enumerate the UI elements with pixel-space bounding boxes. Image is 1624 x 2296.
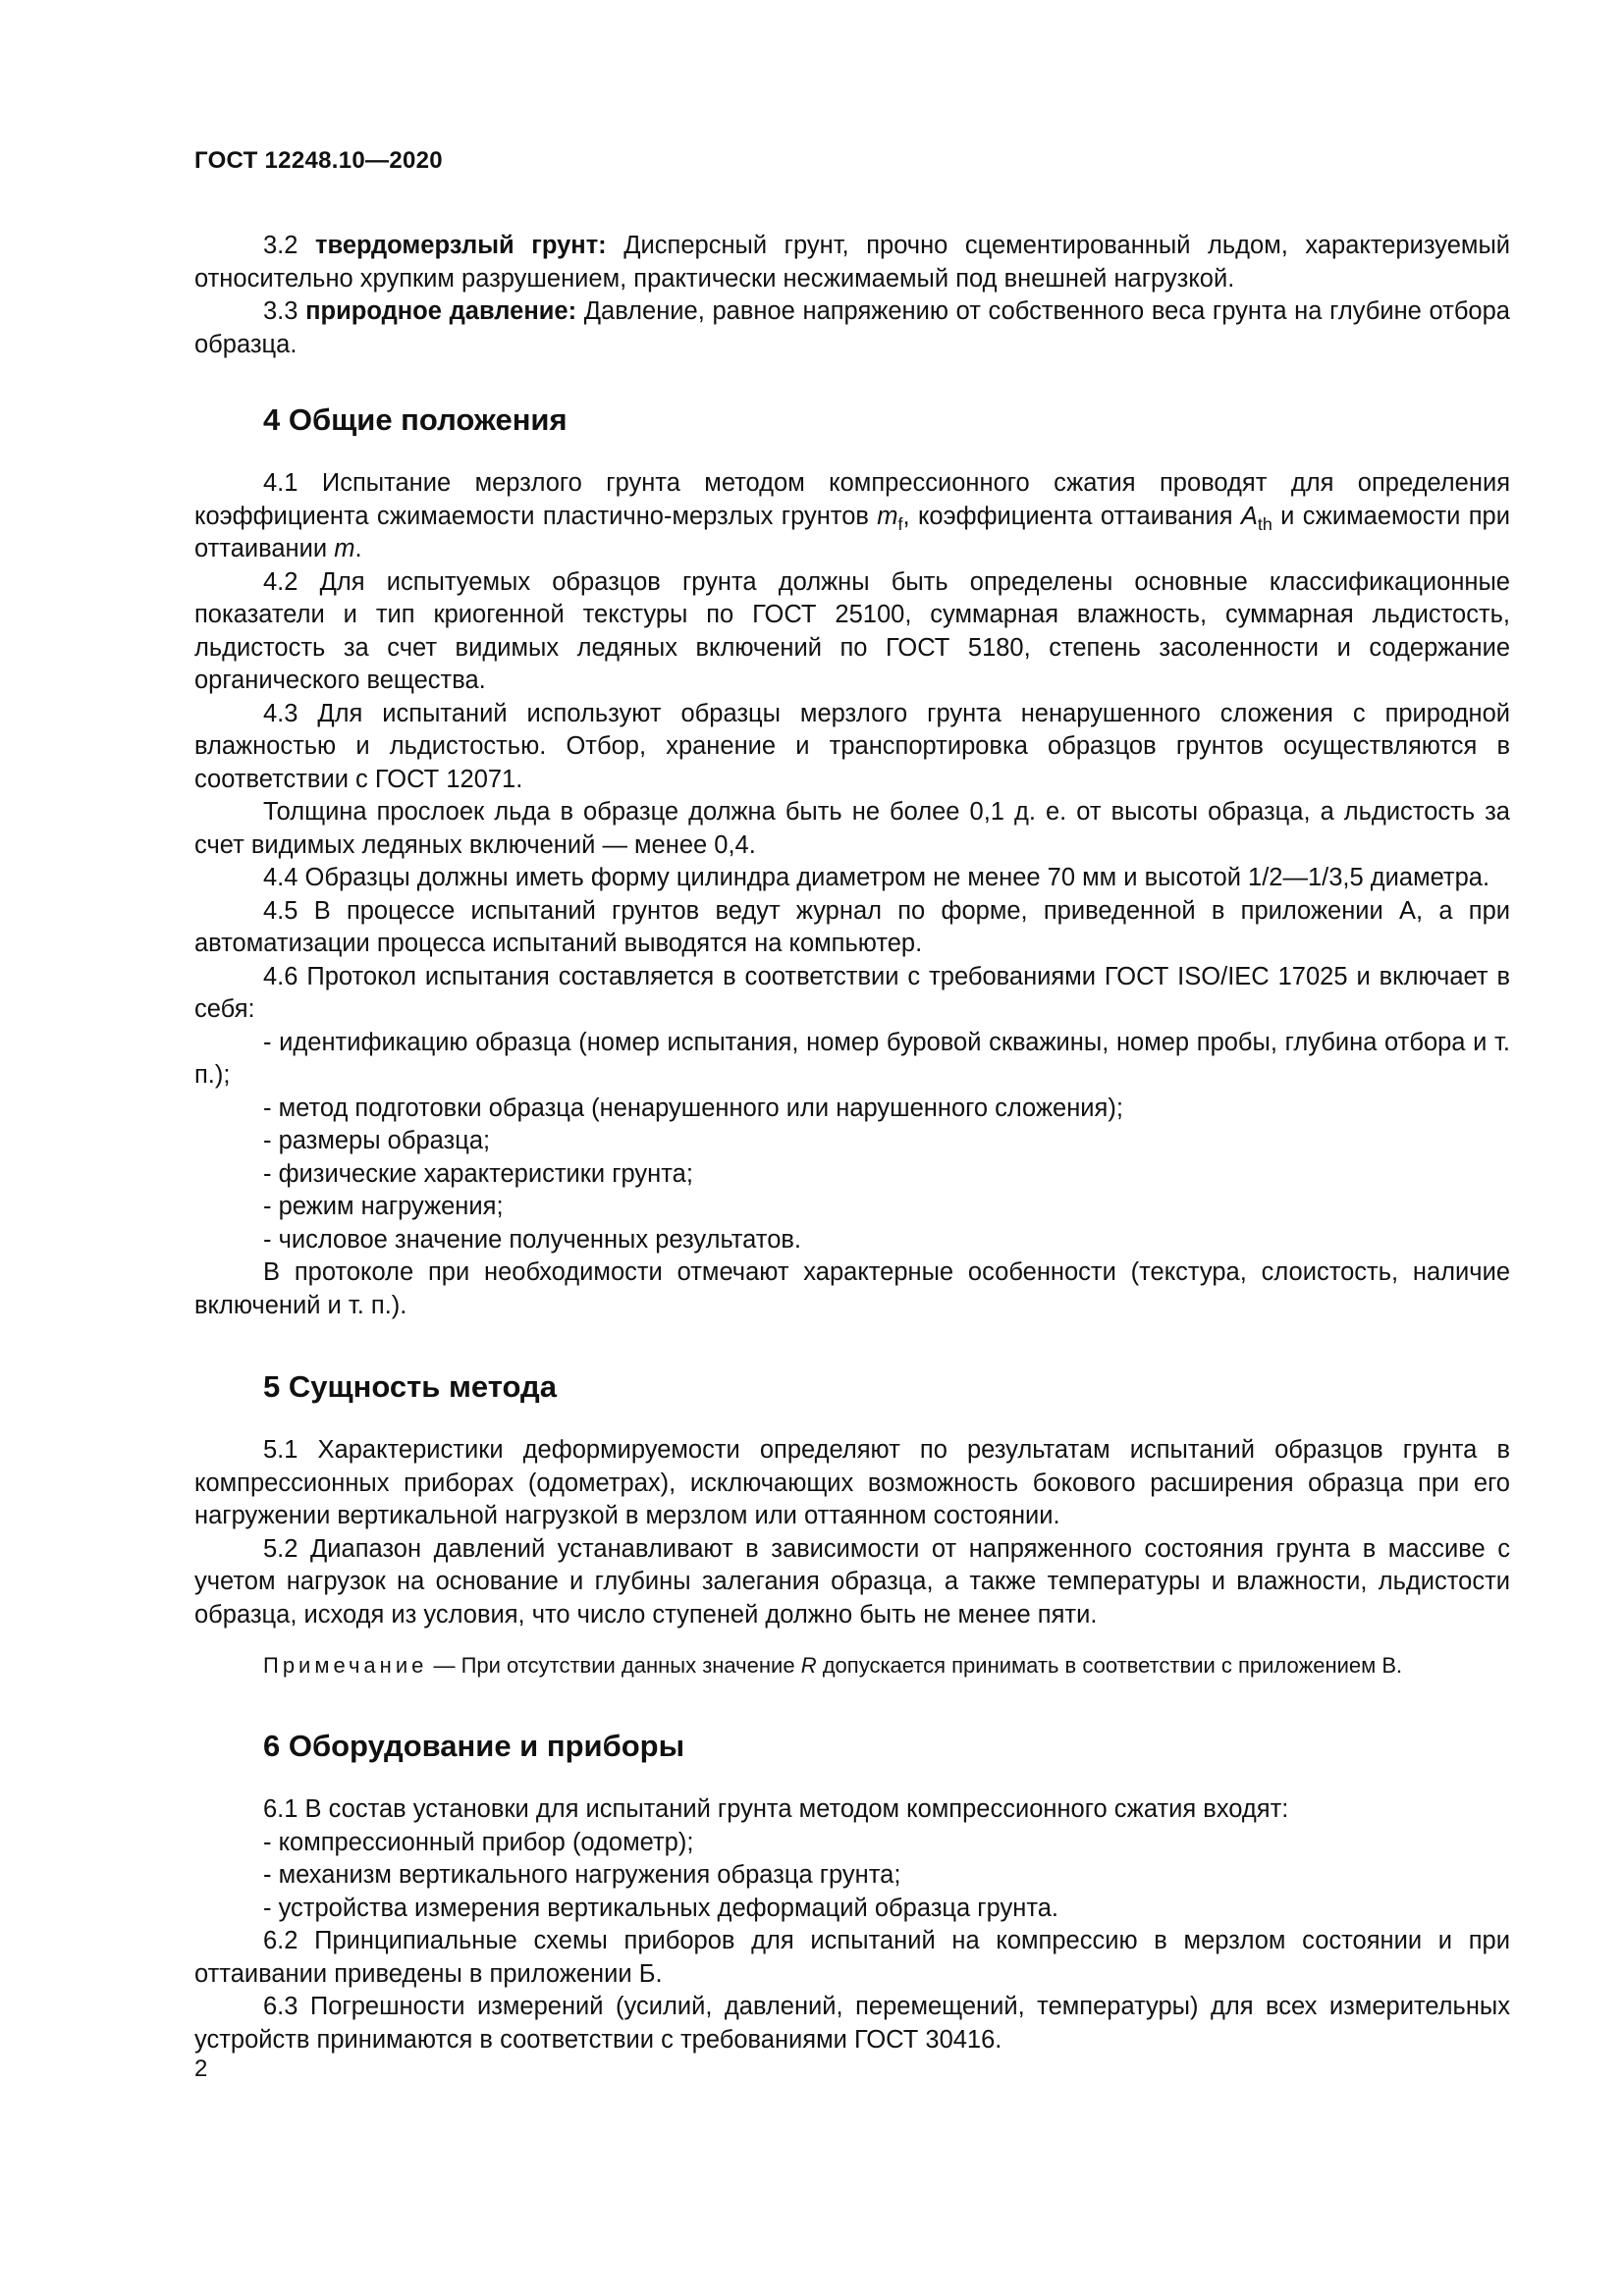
note-label: Примечание xyxy=(263,1653,428,1678)
term-name: твердомерзлый грунт: xyxy=(315,232,607,259)
list-item: - идентификацию образца (номер испытания, номер буровой скважины, номер пробы, глубина отбора и т. п.); xyxy=(194,1028,1510,1089)
document-code-header: ГОСТ 12248.10—2020 xyxy=(194,147,443,174)
clause-6-1: 6.1 В состав установки для испытаний грунта методом компрессионного сжатия входят: xyxy=(263,1795,1289,1823)
clause-4-6-continued: В протоколе при необходимости отмечают характерные особенности (текстура, слоистость, наличие включений и т. п.). xyxy=(194,1258,1510,1319)
clause-4-6: 4.6 Протокол испытания составляется в соответствии с требованиями ГОСТ ISO/IEC 17025 и включает в себя: xyxy=(194,962,1510,1023)
subscript-th: th xyxy=(1257,513,1272,534)
term-3-2 xyxy=(194,230,1510,295)
list-item: - компрессионный прибор (одометр); xyxy=(263,1828,694,1856)
list-item: - режим нагружения; xyxy=(263,1193,504,1220)
clause-4-2: 4.2 Для испытуемых образцов грунта должны быть определены основные классификационные показатели и тип криогенной текстуры по ГОСТ 25100, суммарная влажность, суммарная льдистость, льдистость за счет видимых ледяных включений по ГОСТ 5180, степень засоленности и содержание органического вещества. xyxy=(194,567,1510,694)
clause-5-1: 5.1 Характеристики деформируемости определяют по результатам испытаний образцов грунта в компрессионных приборах (одометрах), исключающих возможность бокового расширения образца при его нагружении вертикальной нагрузкой в мерзлом или оттаянном состоянии. xyxy=(194,1436,1510,1529)
section-4-heading: 4 Общие положения xyxy=(263,402,568,437)
list-item: - устройства измерения вертикальных деформаций образца грунта. xyxy=(263,1894,1058,1922)
clause-4-5: 4.5 В процессе испытаний грунтов ведут журнал по форме, приведенной в приложении А, а при автоматизации процесса испытаний выводятся на компьютер. xyxy=(194,896,1510,957)
clause-4-3-continued: Толщина прослоек льда в образце должна быть не более 0,1 д. е. от высоты образца, а льдистость за счет видимых ледяных включений — менее 0,4. xyxy=(194,798,1510,859)
term-definition: Давление, равное напряжению от собственного веса грунта на глубине отбора образца. xyxy=(194,297,1510,358)
clause-5-2: 5.2 Диапазон давлений устанавливают в зависимости от напряженного состояния грунта в массиве с учетом нагрузок на основание и глубины залегания образца, а также температуры и влажности, льдистости образца, исходя из условия, что число ступеней должно быть не менее пяти. xyxy=(194,1534,1510,1629)
term-number: 3.2 xyxy=(263,232,298,259)
section-6-heading: 6 Оборудование и приборы xyxy=(263,1729,685,1763)
subscript-f: f xyxy=(897,513,903,534)
document-page xyxy=(194,147,1510,2056)
term-3-3 xyxy=(194,295,1510,361)
clause-4-1: 4.1 Испытание мерзлого грунта методом компрессионного сжатия проводят для определения коэффициента сжимаемости пластично-мерзлых грунтов $m_f$, коэффициента оттаивания $A_{th}$ и сжимаемости при оттаивании m. xyxy=(194,469,1510,562)
clause-4-3: 4.3 Для испытаний используют образцы мерзлого грунта ненарушенного сложения с природной влажностью и льдистостью. Отбор, хранение и транспортировка образцов грунтов осуществляются в соответствии с ГОСТ 12071. xyxy=(194,699,1510,793)
list-item: - физические характеристики грунта; xyxy=(263,1159,693,1188)
list-item: - размеры образца; xyxy=(263,1127,491,1154)
term-definition: Дисперсный грунт, прочно сцементированный льдом, характеризуемый относительно хрупким разрушением, практически несжимаемый под внешней нагрузкой. xyxy=(194,232,1511,293)
term-name: природное давление: xyxy=(305,297,577,325)
list-item: - числовое значение полученных результатов. xyxy=(263,1225,802,1254)
clause-6-3: 6.3 Погрешности измерений (усилий, давлений, перемещений, температуры) для всех измерительных устройств принимаются в соответствии с требованиями ГОСТ 30416. xyxy=(194,1993,1510,2054)
section-5-heading: 5 Сущность метода xyxy=(263,1369,557,1404)
term-number: 3.3 xyxy=(263,297,298,325)
clause-4-4: 4.4 Образцы должны иметь форму цилиндра диаметром не менее 70 мм и высотой 1/2—1/3,5 диаметра. xyxy=(263,864,1490,891)
list-item: - механизм вертикального нагружения образца грунта; xyxy=(263,1861,901,1889)
symbol-a: A xyxy=(1240,502,1258,530)
page-number: 2 xyxy=(194,2056,208,2082)
clause-6-2: 6.2 Принципиальные схемы приборов для испытаний на компрессию в мерзлом состоянии и при оттаивании приведены в приложении Б. xyxy=(194,1927,1510,1988)
list-item: - метод подготовки образца (ненарушенного или нарушенного сложения); xyxy=(263,1094,1123,1122)
symbol-r: R xyxy=(800,1653,817,1678)
symbol-m-thaw: m xyxy=(334,535,355,562)
note: Примечание — При отсутствии данных значение R допускается принимать в соответствии с приложением В. xyxy=(263,1653,1403,1678)
symbol-m: m xyxy=(877,502,898,530)
